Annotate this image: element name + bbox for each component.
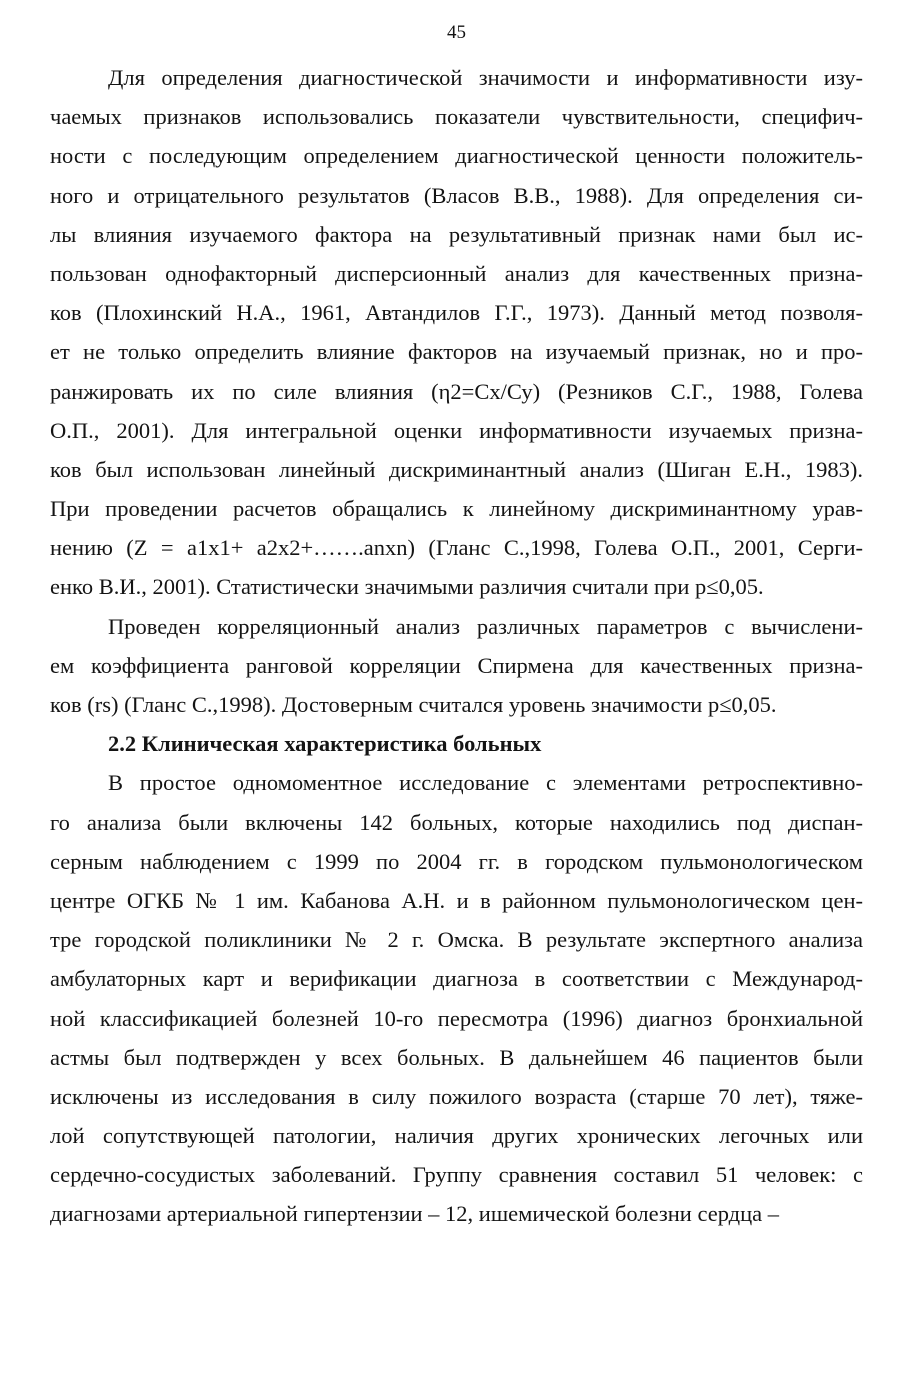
text-line: серным наблюдением с 1999 по 2004 гг. в городском пульмонологическом — [50, 848, 863, 874]
body-text — [50, 58, 863, 1234]
text-line: ности с последующим определением диагностической ценности положитель- — [50, 143, 863, 169]
paragraph-methods-statistics — [50, 58, 863, 607]
text-line: центре ОГКБ № 1 им. Кабанова А.Н. и в районном пульмонологическом цен- — [50, 887, 863, 913]
text-line: енко В.И., 2001). Статистически значимыми различия считали при p≤0,05. — [50, 574, 764, 600]
text-line: О.П., 2001). Для интегральной оценки информативности изучаемых призна- — [50, 417, 863, 443]
section-heading: 2.2 Клиническая характеристика больных — [108, 731, 542, 757]
paragraph-correlation-analysis — [50, 607, 863, 725]
text-line: ков (Плохинский Н.А., 1961, Автандилов Г.Г., 1973). Данный метод позволя- — [50, 300, 863, 326]
text-line: ет не только определить влияние факторов на изучаемый признак, но и про- — [50, 339, 863, 365]
text-line: Для определения диагностической значимости и информативности изу- — [108, 65, 863, 90]
text-line: ной классификацией болезней 10-го пересмотра (1996) диагноз бронхиальной — [50, 1005, 863, 1031]
text-line: диагнозами артериальной гипертензии – 12, ишемической болезни сердца – — [50, 1201, 780, 1227]
text-line: Проведен корреляционный анализ различных параметров с вычислени- — [108, 613, 863, 639]
text-line: ем коэффициента ранговой корреляции Спирмена для качественных призна- — [50, 652, 863, 678]
text-line: ного и отрицательного результатов (Власов В.В., 1988). Для определения си- — [50, 182, 863, 208]
text-line: ков был использован линейный дискриминантный анализ (Шиган Е.Н., 1983). — [50, 456, 863, 482]
text-line: тре городской поликлиники № 2 г. Омска. В результате экспертного анализа — [50, 927, 863, 953]
text-line: лой сопутствующей патологии, наличия других хронических легочных или — [50, 1123, 863, 1149]
text-line: амбулаторных карт и верификации диагноза в соответствии с Международ- — [50, 966, 863, 992]
text-line: ков (rs) (Гланс С.,1998). Достоверным считался уровень значимости p≤0,05. — [50, 692, 777, 717]
page-number: 45 — [447, 22, 466, 43]
paragraph-clinical-characteristics — [50, 763, 863, 1233]
text-line: При проведении расчетов обращались к линейному дискриминантному урав- — [50, 496, 863, 522]
text-line: ранжировать их по силе влияния (η2=Сх/Су) (Резников С.Г., 1988, Голева — [50, 378, 863, 404]
text-line: пользован однофакторный дисперсионный анализ для качественных призна- — [50, 260, 863, 286]
text-line: В простое одномоментное исследование с элементами ретроспективно- — [108, 770, 863, 796]
text-line: лы влияния изучаемого фактора на результативный признак нами был ис- — [50, 221, 863, 247]
text-line: го анализа были включены 142 больных, которые находились под диспан- — [50, 809, 863, 835]
text-line: чаемых признаков использовались показатели чувствительности, специфич- — [50, 104, 863, 130]
text-line: сердечно-сосудистых заболеваний. Группу сравнения составил 51 человек: с — [50, 1162, 863, 1188]
text-line: исключены из исследования в силу пожилого возраста (старше 70 лет), тяже- — [50, 1083, 863, 1109]
text-line: нению (Z = a1x1+ a2x2+…….anxn) (Гланс С.,1998, Голева О.П., 2001, Серги- — [50, 535, 863, 561]
text-line: астмы был подтвержден у всех больных. В дальнейшем 46 пациентов были — [50, 1044, 863, 1070]
